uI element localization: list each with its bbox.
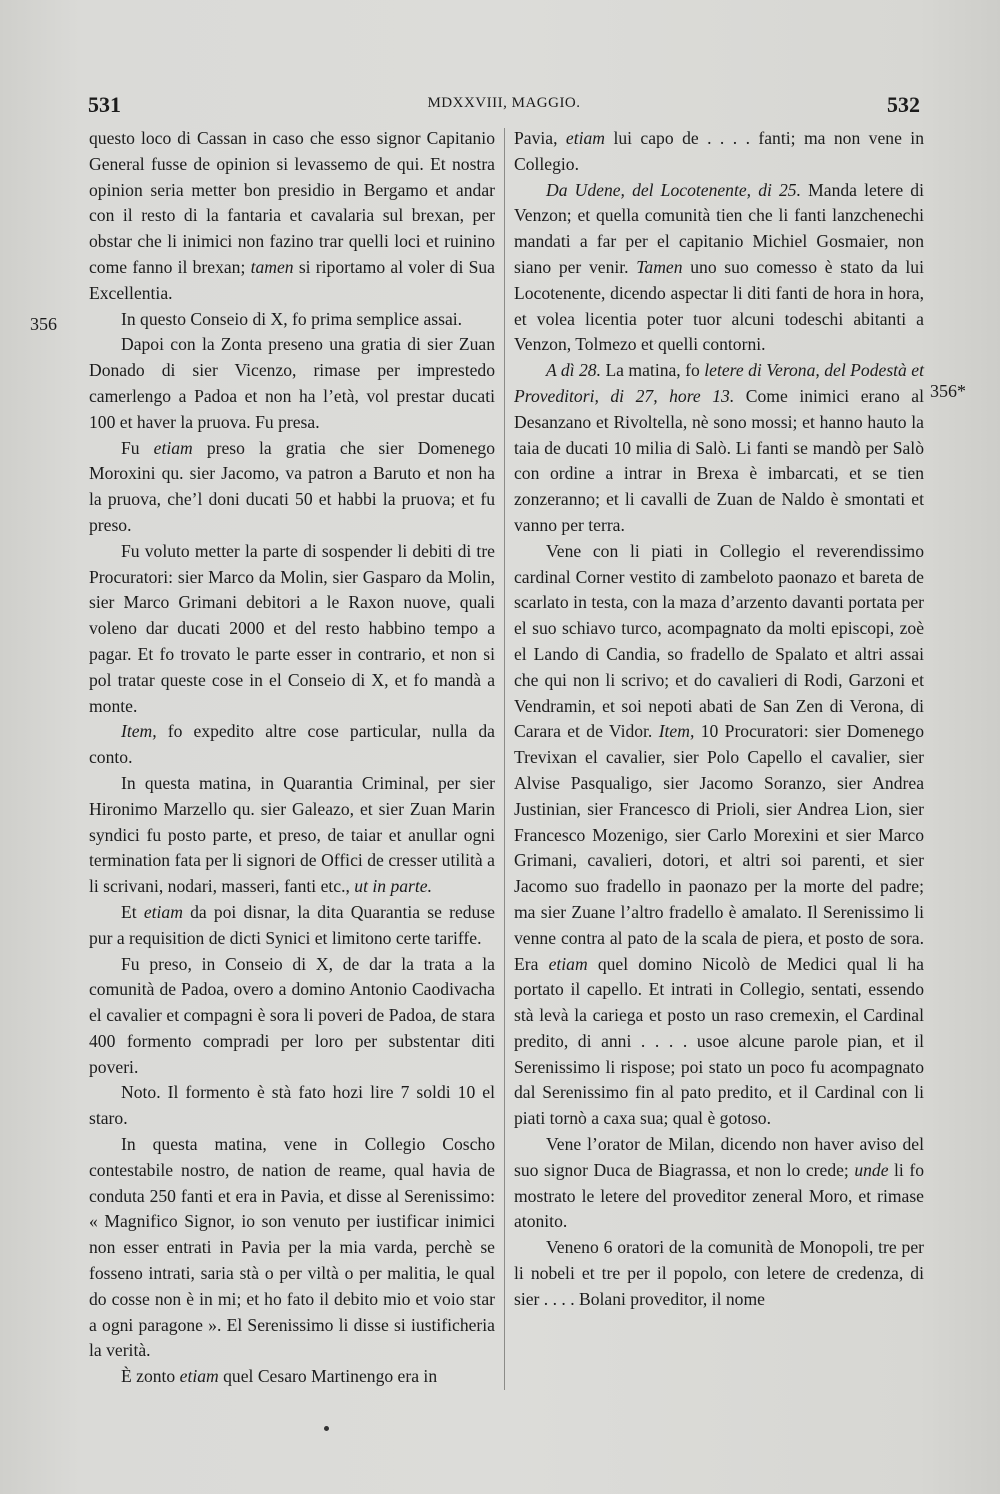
paragraph [514, 358, 924, 539]
paragraph [514, 1235, 924, 1312]
paragraph [89, 1132, 495, 1364]
italic-run: ut in parte. [354, 876, 432, 897]
column-divider [504, 128, 505, 1390]
text-run: La matina, fo [601, 360, 705, 381]
text-run: si riportamo al voler di Sua Excellentia. [89, 256, 495, 303]
text-run: In questa matina, vene in Collegio Coscho contestabile nostro, de nation de reame, qual havia de conduta 250 fanti et era in Pavia, et disse al Serenissimo: « Magnifico Signor, io son venuto per iustificar inimici non esser entrati in Pavia per la mia varda, perchè se fosseno intrati, saria stà o per viltà o per malitia, le qual do cosse non è in mi; et ho fato il debito mio et voio star a ogni paragone ». El Serenissimo li disse si iustificheria la verità. [89, 1134, 495, 1361]
text-run: fo expedito altre cose particular, nulla da conto. [89, 721, 495, 768]
paragraph [89, 126, 495, 307]
italic-run: etiam [548, 953, 588, 974]
text-run: Manda letere di Venzon; et quella comunità tien che li fanti lanzchenechi mandati a far per el capitanio Michiel Gosmaier, non siano per venir. [514, 179, 924, 277]
text-run: Fu preso, in Conseio di X, de dar la trata a la comunità de Padoa, overo a domino Antonio Caodivacha el cavalier et compagni è sora li poveri de Padoa, de stara 400 formento compradi per loro per substentar diti poveri. [89, 953, 495, 1077]
paragraph [514, 539, 924, 1132]
left-column-text [89, 126, 495, 1390]
italic-run: tamen [250, 256, 294, 277]
page-number-right: 532 [887, 92, 920, 117]
paragraph [89, 539, 495, 720]
text-run: uno suo comesso è stato da lui Locotenente, dicendo aspectar li diti fanti de hora in hora, et volea licentia poter tuor alcuni todeschi abitanti a Venzon, Tolmezo et quelli contorni. [514, 256, 924, 355]
text-run: Veneno 6 oratori de la comunità de Monopoli, tre per li nobeli et tre per il popolo, con letere de credenza, di sier . . . . Bolani proveditor, il nome [514, 1237, 924, 1309]
text-run: In questa matina, in Quarantia Criminal, per sier Hironimo Marzello qu. sier Galeazo, et sier Zuan Marin syndici fu posto parte, et preso, de taiar et anullar ogni termination fata per li signori de Offici de cresser utilità a li scrivani, nodari, masseri, fanti etc., [89, 772, 495, 897]
running-title: MDXXVIII, MAGGIO. [427, 95, 581, 111]
paragraph [89, 719, 495, 771]
margin-number-left: 356 [30, 314, 57, 334]
paragraph [89, 952, 495, 1081]
paragraph [89, 436, 495, 539]
right-column-text [514, 126, 924, 1313]
paragraph [89, 900, 495, 952]
paragraph [89, 1080, 495, 1132]
italic-run: A dì 28. [546, 360, 601, 381]
text-run: questo loco di Cassan in caso che esso signor Capitanio General fusse de opinion si levassemo de qui. Et nostra opinion seria metter bon presidio in Bergamo et andar con il resto di la fantaria et cavalaria sul brexan, per obstar che li inimici non fazino trar quelli loci et ruinino come fanno il brexan; [89, 128, 495, 277]
text-run: Come inimici erano al Desanzano et Rivoltella, nè sono mossi; et hanno hauto la taia de ducati 10 milia di Salò. Li fanti se mandò per Salò con ordine a intrar in Brexa è imbarcati, et se tien zonzeranno; et li cavalli de Zuan de Naldo è smontati et vanno per terra. [514, 385, 925, 535]
italic-run: etiam [565, 128, 606, 148]
text-run: Noto. Il formento è stà fato hozi lire 7 soldi 10 el staro. [89, 1082, 495, 1129]
text-run: Fu voluto metter la parte di sospender li debiti di tre Procuratori: sier Marco da Molin, sier Gasparo da Molin, sier Marco Grimani debitori a le Raxon nuove, quali voleno dar ducati 2000 et del resto habbino tempo a pagar. Et fo trovato le parte esser in contrario, et non si pol tratar queste cose in el Conseio di X, et fo mandà a monte. [89, 540, 495, 716]
text-run: 10 Procuratori: sier Domenego Trevixan el cavalier, sier Polo Capello el cavalier, sier Alvise Pasqualigo, sier Jacomo Soranzo, sier Andrea Justinian, sier Francesco di Prioli, sier Andrea Lion, sier Francesco Mozenigo, sier Carlo Morexini et sier Marco Grimani, cavalieri, dotori, et altri soi parenti, et sier Jacomo suo fradello in paonazo per la morte del padre; ma sier Zuane l’altro fradello è amalato. Il Serenissimo li venne contra al pato de la scala de piera, et posto de sora. Era [514, 721, 924, 974]
italic-run: Item, [658, 721, 695, 742]
margin-number-right: 356* [930, 381, 966, 401]
italic-run: etiam [143, 901, 183, 922]
text-run: preso la gratia che sier Domenego Moroxini qu. sier Jacomo, va patron a Baruto et non ha la pruova, che’l doni ducati 50 et habbi la pruova; et fu preso. [89, 437, 496, 535]
paragraph [89, 771, 495, 900]
italic-run: Tamen [636, 256, 683, 277]
text-run: Vene l’orator de Milan, dicendo non haver aviso del suo signor Duca de Biagrassa, et non lo crede; [514, 1134, 924, 1180]
text-run: Et [121, 901, 144, 922]
text-run: li fo mostrato le letere del proveditor zeneral Moro, et rimase atonito. [514, 1159, 924, 1232]
page-number-left: 531 [88, 92, 121, 117]
paragraph [89, 307, 495, 333]
paragraph [89, 332, 495, 435]
italic-run: letere di Verona, del Podestà et Proveditori, di 27, hore 13. [514, 360, 924, 406]
paragraph [89, 1364, 495, 1390]
footer-mark [324, 1426, 329, 1431]
running-header [88, 92, 920, 118]
text-run: da poi disnar, la dita Quarantia se reduse pur a requisition de dicti Synici et limitono certe tariffe. [89, 901, 495, 948]
italic-run: Da Udene, del Locotenente, di 25. [546, 179, 801, 200]
italic-run: etiam [153, 437, 193, 458]
paragraph [514, 178, 924, 359]
italic-run: Item, [121, 721, 157, 742]
text-run: Pavia, [514, 128, 566, 148]
italic-run: unde [854, 1159, 889, 1180]
italic-run: etiam [179, 1366, 219, 1387]
text-run: lui capo de . . . . fanti; ma non vene in Collegio. [514, 128, 924, 174]
text-run: quel Cesaro Martinengo era in [218, 1366, 438, 1387]
text-run: Dapoi con la Zonta preseno una gratia di sier Zuan Donado di sier Vicenzo, rimase per imprestedo camerlengo a Padoa et non ha l’età, vol prestar ducati 100 et haver la pruova. Fu presa. [89, 334, 495, 432]
paragraph [514, 1132, 924, 1235]
text-run: In questo Conseio di X, fo prima semplice assai. [121, 308, 463, 329]
text-run: È zonto [121, 1366, 180, 1387]
text-run: quel domino Nicolò de Medici qual li ha portato il capello. Et intrati in Collegio, sentati, essendo stà levà la cariega et posto un raso cremexin, el Cardinal predito, di anni . . . . usoe alcune parole pian, et il Serenissimo li rispose; poi stato un poco fu acompagnato dal Serenissimo fin al pato predito, et il Cardinal con li piati tornò a caxa sua; qual è gotoso. [514, 953, 924, 1129]
text-run: Fu [121, 437, 154, 458]
text-run: Vene con li piati in Collegio el reverendissimo cardinal Corner vestito di zambeloto paonazo et bareta de scarlato in testa, con la maza d’arzento davanti portata per el suo schiavo turco, acompagnato da molti episcopi, zoè el Lando di Candia, so fradello de Spalato et altri assai che qui non li scrivo; et do cavalieri di Rodi, Garzoni et Vendramin, et soi nepoti abati de San Zen di Verona, di Carara et de Vidor. [514, 540, 924, 742]
paragraph [514, 126, 924, 178]
